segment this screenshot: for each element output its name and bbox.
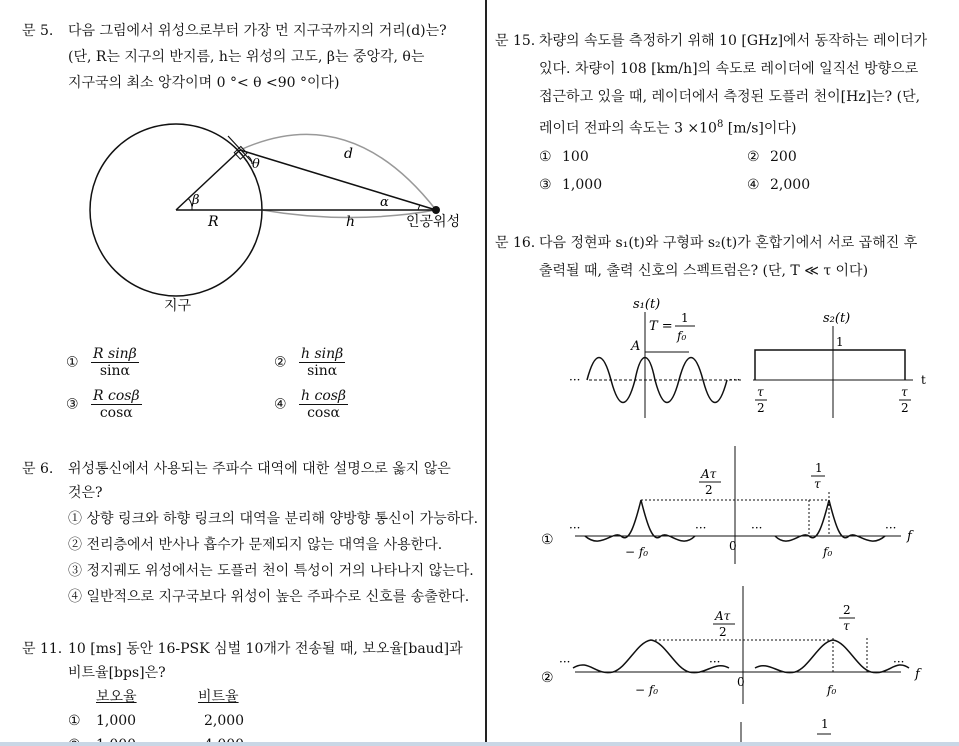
s1-amplitude-A: A [631,339,641,354]
q16-option-2-spectrum [529,580,959,710]
q15-number: 문 15. [495,33,536,49]
q5-text-line3: 지구국의 최소 앙각이며 0 °< θ <90 °이다) [68,75,340,91]
spec1-dots-left: ··· [569,521,581,535]
spec2-f0: f₀ [827,683,837,697]
q15-text-line3: 접근하고 있을 때, 레이더에서 측정된 도플러 천이[Hz]는? (단, [539,89,921,105]
q5-option-3[interactable] [66,388,142,421]
s2-time-t: t [921,373,926,387]
q5-option-2-denominator: sinα [307,363,338,379]
spec2-f-axis-label: f [915,667,920,682]
q6-option-2[interactable]: ② 전리층에서 반사나 흡수가 문제되지 않는 대역을 사용한다. [68,537,443,553]
spec2-dots-right: ··· [893,655,905,669]
label-alpha: α [380,195,389,210]
q5-option-3-mark: ③ [66,396,79,413]
q16-option-1-mark[interactable]: ① [541,532,554,548]
s2-left-two: 2 [757,401,765,415]
spec1-dots-center-left: ··· [695,521,707,535]
q5-number: 문 5. [22,23,54,39]
q16-option-1-spectrum [529,440,959,570]
spec2-left-lobe [573,640,729,673]
q11-text-line2: 비트율[bps]은? [68,665,166,681]
q15-option-3[interactable] [539,176,602,194]
q15-text-line2: 있다. 차량이 108 [km/h]의 속도로 레이더에 일직선 방향으로 [539,61,919,77]
q5-option-2[interactable] [274,346,345,379]
s2-label: s₂(t) [823,311,851,326]
label-d: d [344,146,353,162]
spec2-neg-f0: − f₀ [635,683,659,697]
d-arc [240,134,436,210]
spec2-zero: 0 [737,675,745,689]
q16-text-line1: 다음 정현파 s₁(t)와 구형파 s₂(t)가 혼합기에서 서로 곱해진 후 [539,235,918,251]
q16-signal-figure [569,292,959,430]
q5-option-1-fraction [91,346,139,379]
q15-exponent: 8 [716,119,724,130]
q11-row-1-baud: 1,000 [96,713,137,729]
q5-option-1-denominator: sinα [99,363,130,379]
q6-option-3[interactable]: ③ 정지궤도 위성에서는 도플러 천이 특성이 거의 나타나지 않는다. [68,563,474,579]
q5-text-line2: (단, R는 지구의 반지름, h는 위성의 고도, β는 중앙각, θ는 [68,49,425,65]
spec1-dots-right: ··· [885,521,897,535]
q15-text-line4-a: 레이더 전파의 속도는 3 ×10 [539,120,717,137]
spec1-neg-f0: − f₀ [625,545,649,559]
q15-option-3-mark: ③ [539,177,552,193]
q15-option-3-value: 1,000 [562,177,603,193]
q15-option-4-mark: ④ [747,177,760,193]
spec1-f0: f₀ [823,545,833,559]
s1-label: s₁(t) [633,297,661,312]
s2-amplitude-one: 1 [836,335,844,349]
bottom-scroll-strip [0,742,959,746]
q15-option-4-value: 2,000 [770,177,811,193]
satellite-dot [432,206,440,214]
label-beta: β [192,193,200,208]
s2-rect-pulse [755,350,905,380]
q5-text-line1: 다음 그림에서 위성으로부터 가장 먼 지구국까지의 거리(d)는? [68,23,447,39]
q6-number: 문 6. [22,461,54,477]
q5-option-4-denominator: cosα [307,405,340,421]
q15-option-2-mark: ② [747,149,760,165]
spec3-width-one: 1 [821,717,829,731]
spec2-dots-left: ··· [559,655,571,669]
q5-option-4-fraction [299,388,348,421]
q15-option-1[interactable] [539,148,589,166]
s2-left-tau: τ [757,385,764,399]
q15-option-2-value: 200 [770,149,797,165]
spec2-right-lobe [755,640,909,673]
q11-header-baud: 보오율 [96,689,137,705]
s2-right-two: 2 [901,401,909,415]
q5-option-3-fraction [91,388,142,421]
label-theta: θ [252,157,260,172]
spec1-width-tau: τ [814,477,821,491]
q16-number: 문 16. [495,235,536,251]
q15-option-2[interactable] [747,148,797,166]
center-to-tangent [176,150,240,210]
spec1-width-one: 1 [815,461,823,475]
s1-right-dots: ··· [729,373,741,387]
q11-row-1-bit: 2,000 [204,713,245,729]
s1-left-dots: ··· [569,373,581,387]
q5-option-2-mark: ② [274,354,287,371]
s1-period-f0: f₀ [677,329,687,343]
right-column [489,0,959,746]
q16-option-3-spectrum-partial [529,712,959,746]
q11-header-bit: 비트율 [198,689,239,705]
s2-right-tau: τ [901,385,908,399]
q5-option-4[interactable] [274,388,348,421]
spec1-f-axis-label: f [907,529,912,544]
s1-period-T: T = [649,319,673,334]
spec1-peak-Atau: Aτ [701,467,717,481]
label-satellite: 인공위성 [406,214,461,230]
q6-text-line2: 것은? [68,485,103,501]
spec1-zero: 0 [729,539,737,553]
q5-option-1[interactable] [66,346,139,379]
spec2-peak-two: 2 [719,625,727,639]
q11-text-line1: 10 [ms] 동안 16-PSK 심벌 10개가 전송될 때, 보오율[baud]과 [68,641,463,657]
distance-line [240,150,436,210]
q15-text-line4 [539,116,796,138]
spec2-width-tau: τ [843,619,850,633]
q15-option-4[interactable] [747,176,810,194]
label-earth: 지구 [164,298,192,314]
q16-option-2-mark[interactable]: ② [541,670,554,686]
q16-text-line2: 출력될 때, 출력 신호의 스펙트럼은? (단, T ≪ τ 이다) [539,263,869,279]
spec2-width-two: 2 [843,603,851,617]
q5-satellite-figure [80,110,480,320]
q5-option-4-mark: ④ [274,396,287,413]
spec2-dots-center: ··· [709,655,721,669]
s1-period-one: 1 [681,311,689,325]
spec1-dots-center-right: ··· [751,521,763,535]
spec1-left-lobe [585,500,695,541]
q5-option-1-mark: ① [66,354,79,371]
spec2-peak-Atau: Aτ [715,609,731,623]
spec1-right-lobe [775,500,885,541]
q6-text-line1: 위성통신에서 사용되는 주파수 대역에 대한 설명으로 옳지 않은 [68,461,451,477]
q5-option-2-numerator: h sinβ [301,346,344,362]
q5-option-3-numerator: R cosβ [93,388,140,404]
q6-option-1[interactable]: ① 상향 링크와 하향 링크의 대역을 분리해 양방향 통신이 가능하다. [68,511,479,527]
q5-option-4-numerator: h cosβ [301,388,347,404]
q15-text-line1: 차량의 속도를 측정하기 위해 10 [GHz]에서 동작하는 레이더가 [539,33,928,49]
q15-option-1-mark: ① [539,149,552,165]
column-divider [485,0,487,746]
q5-option-2-fraction [299,346,345,379]
label-h: h [346,214,356,230]
q11-row-1-mark[interactable]: ① [68,713,81,729]
q15-text-line4-b: [m/s]이다) [723,120,797,137]
q6-option-4[interactable]: ④ 일반적으로 지구국보다 위성이 높은 주파수로 신호를 송출한다. [68,589,470,605]
q5-option-3-denominator: cosα [99,405,133,421]
label-R: R [208,214,219,230]
q5-option-1-numerator: R sinβ [93,346,137,362]
spec1-peak-two: 2 [705,483,713,497]
q11-number: 문 11. [22,641,63,657]
q15-option-1-value: 100 [562,149,589,165]
